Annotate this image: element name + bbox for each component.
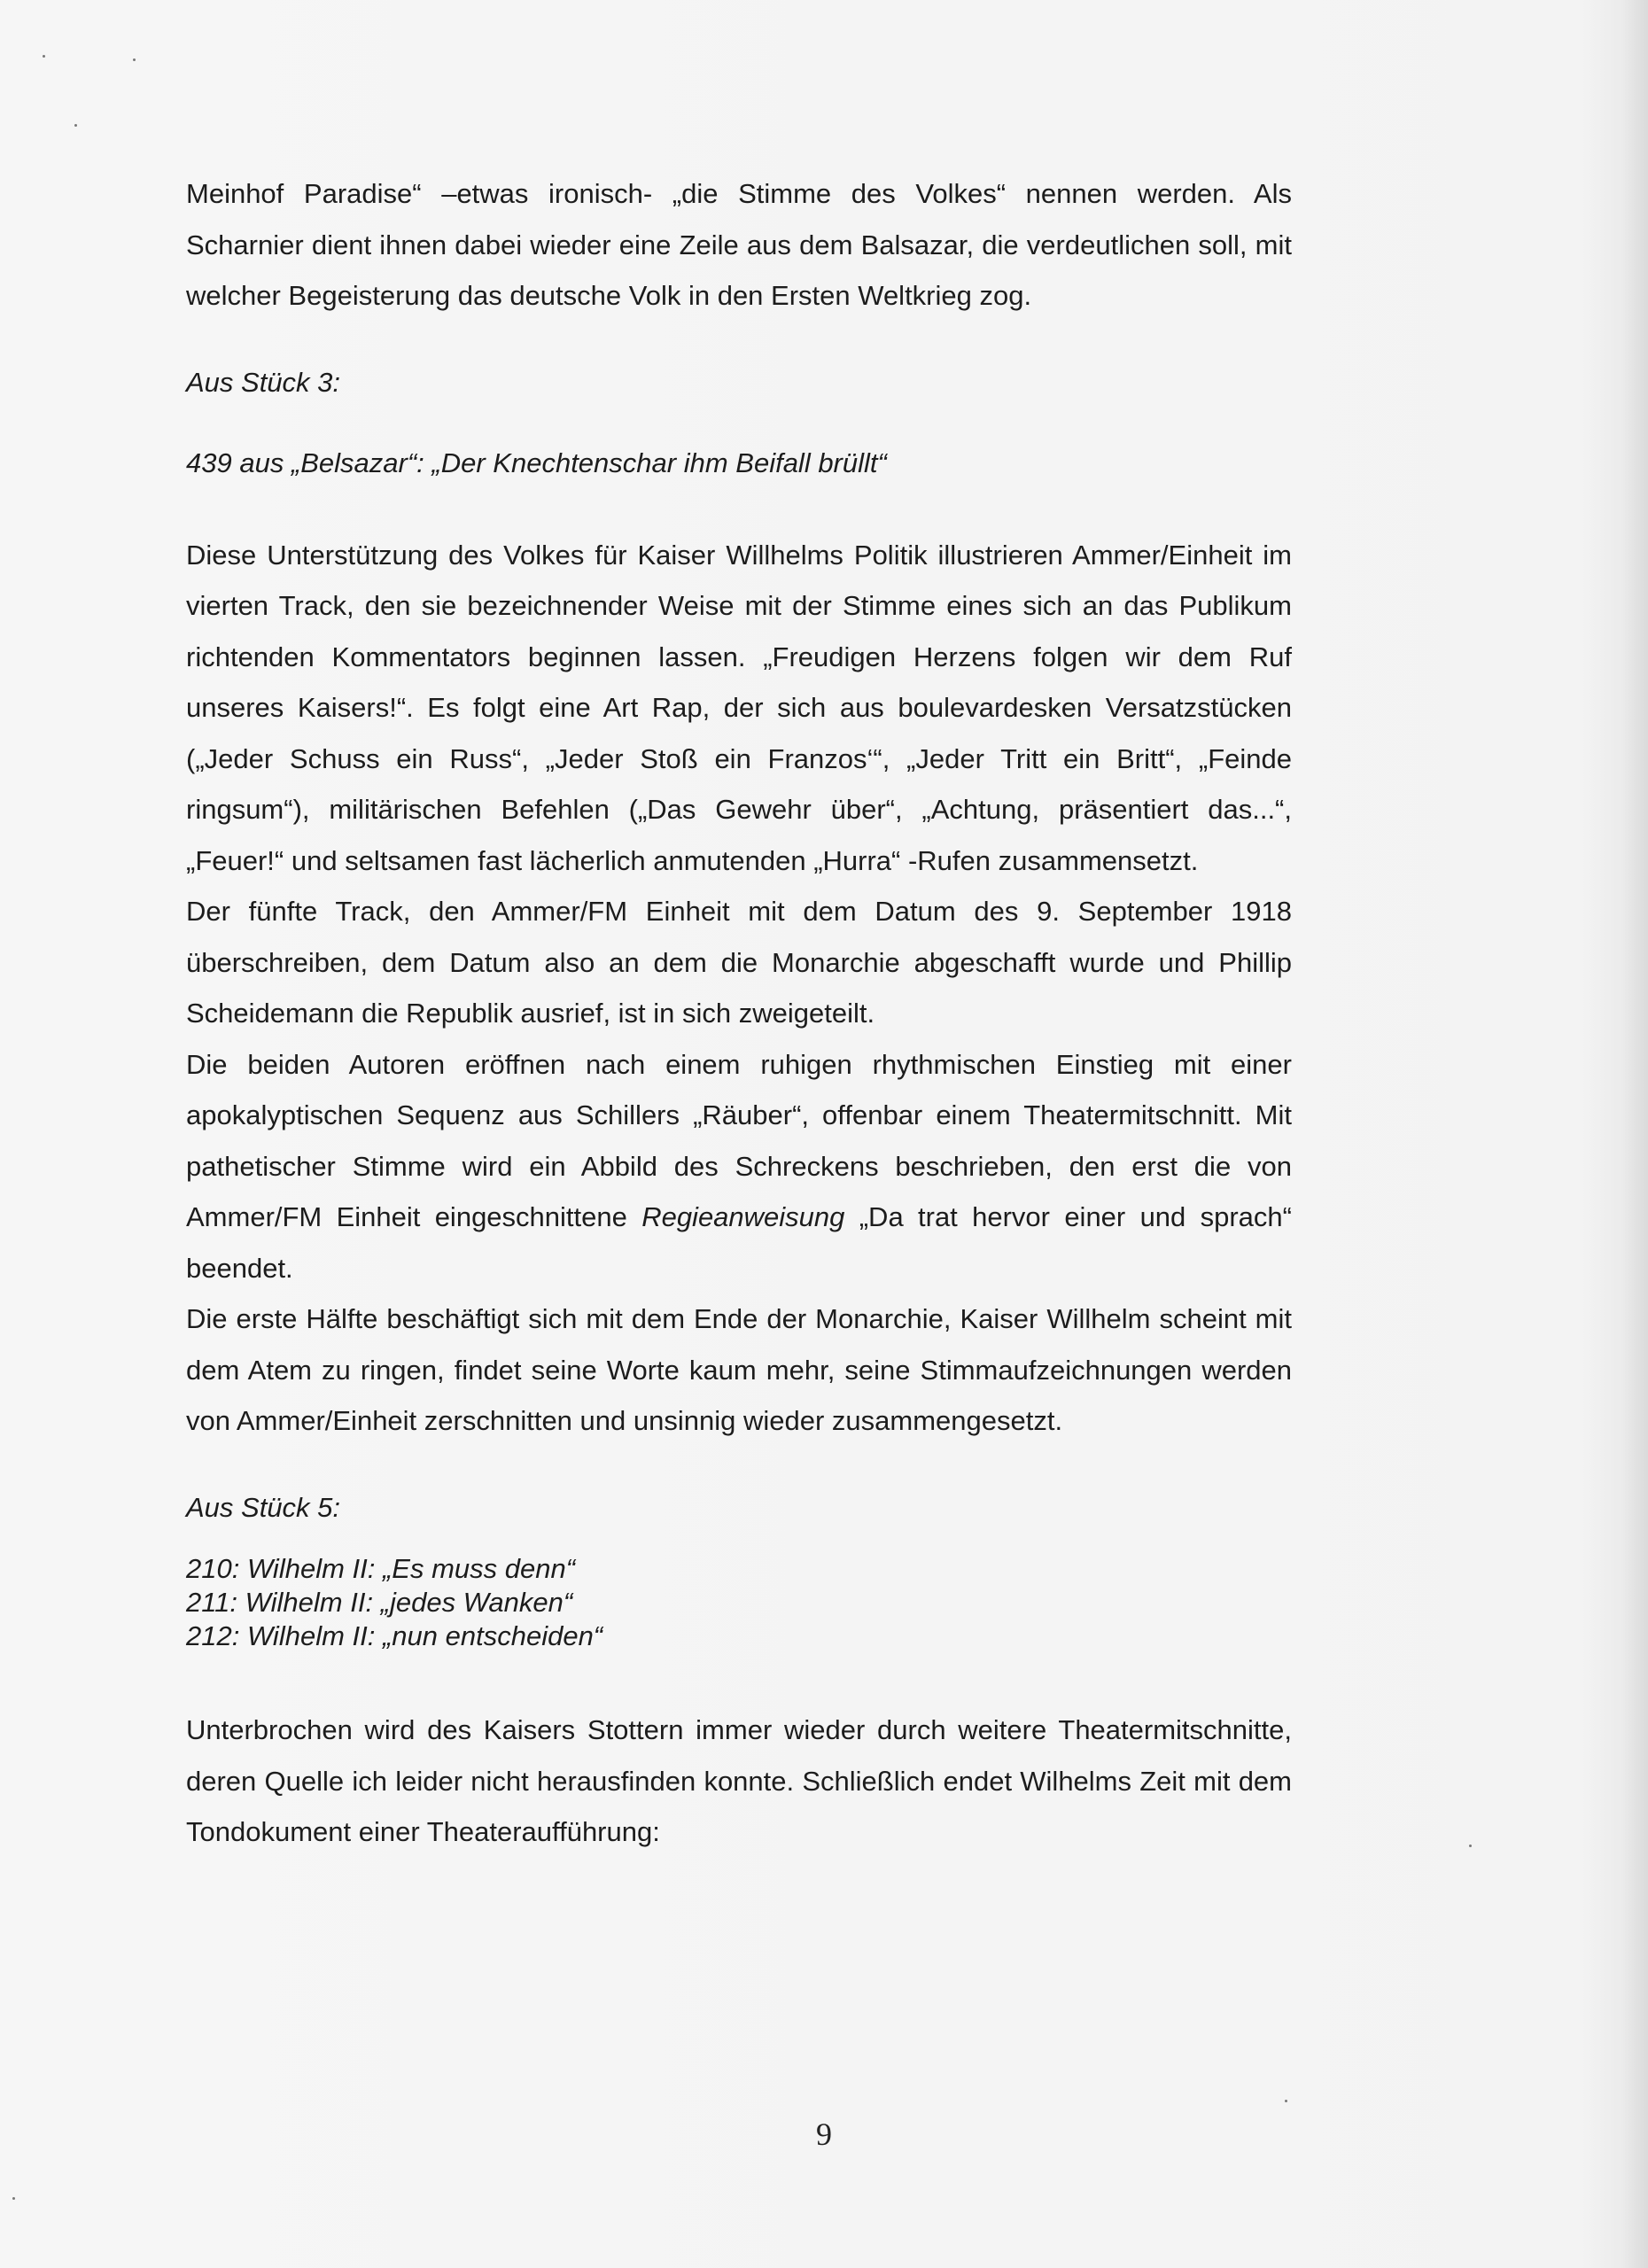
scan-speck — [12, 2197, 15, 2200]
scan-speck — [43, 55, 45, 58]
paragraph-3: Der fünfte Track, den Ammer/FM Einheit mit dem Datum des 9. September 1918 überschreiben, dem Datum also an dem die Monarchie abgeschafft wurde und Phillip Scheidemann die Republik ausrief, ist in sich zweigeteilt. — [186, 896, 1292, 1029]
quote-line: 212: Wilhelm II: „nun entscheiden“ — [186, 1620, 603, 1651]
document-body — [186, 168, 1292, 1858]
paragraph-4-text-before: Die beiden Autoren eröffnen nach einem ruhigen rhythmischen Einstieg mit einer apokalyptischen Sequenz aus Schillers „Räuber“, offenbar einem Theatermitschnitt. Mit pathetischer Stimme wird ein Abbild des Schreckens beschrieben, den erst die von Ammer/FM Einheit eingeschnittene — [186, 1048, 1292, 1232]
section-heading-stueck-3: Aus Stück 3: — [186, 366, 341, 398]
quote-belsazar: 439 aus „Belsazar“: „Der Knechtenschar ihm Beifall brüllt“ — [186, 447, 887, 478]
scan-speck — [133, 58, 136, 61]
paragraph-1: Meinhof Paradise“ –etwas ironisch- „die Stimme des Volkes“ nennen werden. Als Scharnier dient ihnen dabei wieder eine Zeile aus dem Balsazar, die verdeutlichen soll, mit welcher Begeisterung das deutsche Volk in den Ersten Weltkrieg zog. — [186, 178, 1292, 311]
quote-line: 211: Wilhelm II: „jedes Wanken“ — [186, 1587, 573, 1618]
quote-line: 210: Wilhelm II: „Es muss denn“ — [186, 1553, 576, 1584]
paragraph-6: Unterbrochen wird des Kaisers Stottern immer wieder durch weitere Theatermitschnitte, deren Quelle ich leider nicht herausfinden konnte. Schließlich endet Wilhelms Zeit mit dem Tondokument einer Theateraufführung: — [186, 1714, 1292, 1847]
paragraph-5: Die erste Hälfte beschäftigt sich mit dem Ende der Monarchie, Kaiser Willhelm scheint mit dem Atem zu ringen, findet seine Worte kaum mehr, seine Stimmaufzeichnungen werden von Ammer/Einheit zerschnitten und unsinnig wieder zusammengesetzt. — [186, 1303, 1292, 1436]
scan-speck — [1469, 1845, 1472, 1847]
paragraph-4-text-after: „Da trat hervor einer und sprach“ beendet. — [186, 1201, 1292, 1284]
scan-shadow-edge — [1621, 0, 1648, 2268]
page-number: 9 — [816, 2117, 832, 2152]
section-heading-stueck-5: Aus Stück 5: — [186, 1491, 341, 1523]
paragraph-2: Diese Unterstützung des Volkes für Kaiser Willhelms Politik illustrieren Ammer/Einheit im vierten Track, den sie bezeichnender Weise mit der Stimme eines sich an das Publikum richtenden Kommentators beginnen lassen. „Freudigen Herzens folgen wir dem Ruf unseres Kaisers!“. Es folgt eine Art Rap, der sich aus boulevardesken Versatzstücken („Jeder Schuss ein Russ“, „Jeder Stoß ein Franzos‘“, „Jeder Tritt ein Britt“, „Feinde ringsum“), militärischen Befehlen („Das Gewehr über“, „Achtung, präsentiert das...“, „Feuer!“ und seltsamen fast lächerlich anmutenden „Hurra“ -Rufen zusammensetzt. — [186, 539, 1292, 876]
paragraph-4 — [186, 1039, 1292, 1294]
scan-speck — [74, 124, 77, 127]
paragraph-4-italic-term: Regieanweisung — [641, 1201, 845, 1232]
scan-speck — [1285, 2100, 1287, 2102]
quote-block-wilhelm — [186, 1552, 1292, 1653]
